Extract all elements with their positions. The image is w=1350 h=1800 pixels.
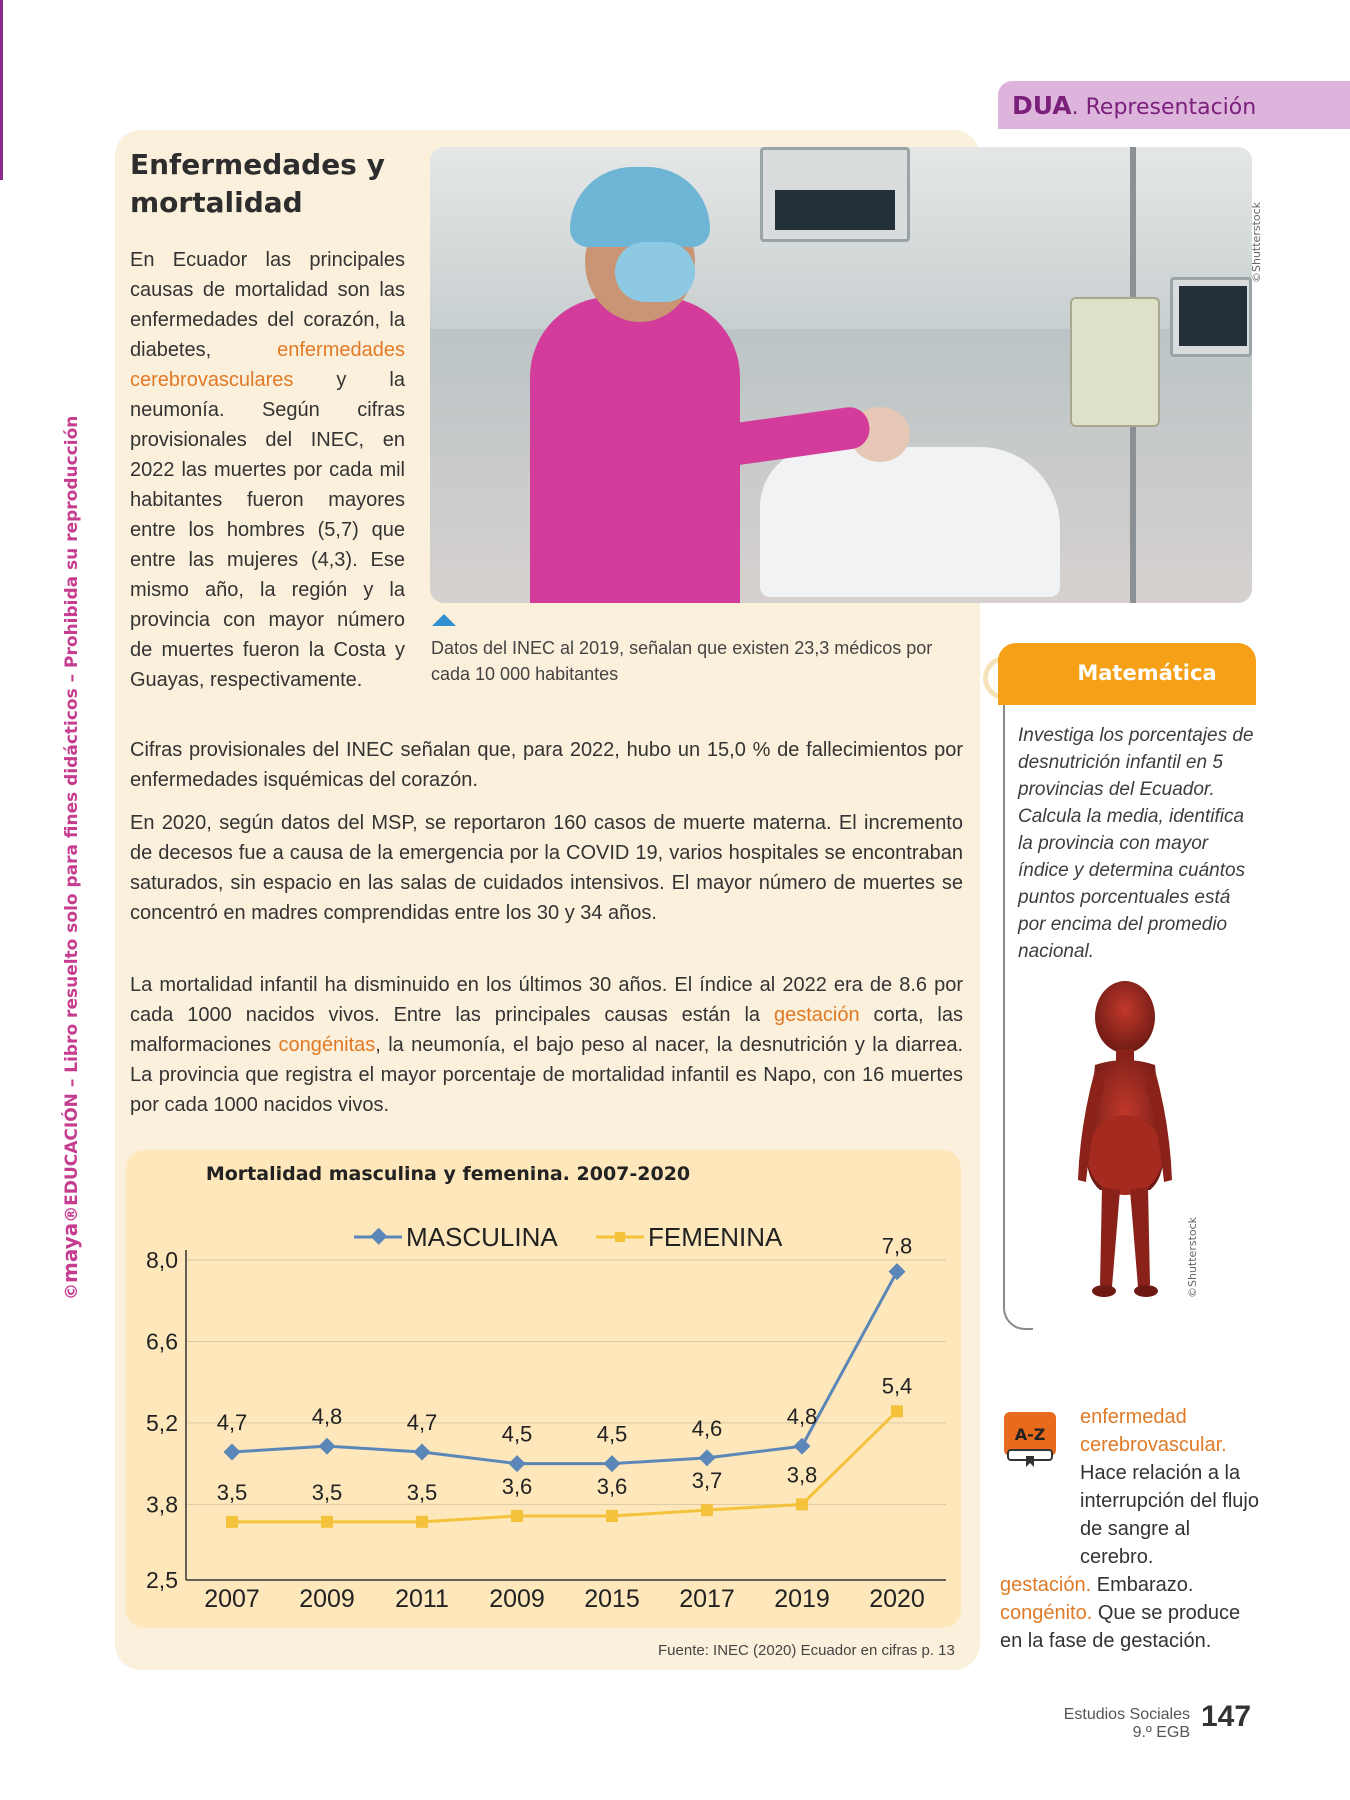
- data-label: 4,5: [596, 1421, 628, 1447]
- data-point: [511, 1510, 523, 1522]
- legend-marker: [370, 1228, 387, 1245]
- y-tick-label: 5,2: [146, 1409, 178, 1436]
- data-label: 4,5: [501, 1421, 533, 1447]
- dua-subtitle: . Representación: [1071, 95, 1257, 120]
- data-point: [321, 1516, 333, 1528]
- data-label: 7,8: [881, 1233, 913, 1259]
- caption-arrow-icon: [432, 614, 456, 626]
- data-label: 4,6: [691, 1415, 723, 1441]
- y-tick-label: 6,6: [146, 1328, 178, 1355]
- legend-label: MASCULINA: [406, 1222, 558, 1252]
- data-label: 3,6: [501, 1474, 533, 1499]
- malnourished-child-illustration: [1050, 975, 1200, 1305]
- data-label: 4,7: [406, 1410, 438, 1435]
- data-point: [699, 1449, 716, 1466]
- chart-title: Mortalidad masculina y femenina. 2007-2020: [205, 1163, 691, 1185]
- legend-marker: [615, 1232, 625, 1242]
- y-tick-label: 2,5: [146, 1567, 178, 1593]
- data-label: 5,4: [881, 1373, 913, 1399]
- data-point: [414, 1444, 431, 1461]
- x-tick-label: 2009: [299, 1585, 355, 1613]
- intro-paragraph: En Ecuador las principales causas de mortalidad son las enfermedades del corazón, la diabetes, enfermedades cerebrovasculares y la neumonía. Según cifras provisionales del INEC, en 2022 las muertes por cada mil habitantes fueron mayores entre los hombres (5,7) que entre las mujeres (4,3). Ese mismo año, la región y la provincia con mayor número de muertes fueron la Costa y Guayas, respectivamente.: [130, 249, 405, 691]
- data-point: [319, 1438, 336, 1455]
- data-point: [226, 1516, 238, 1528]
- data-label: 3,8: [786, 1462, 818, 1488]
- glossary-term-gestacion: gestación.: [1000, 1574, 1092, 1596]
- x-tick-label: 2011: [395, 1585, 449, 1613]
- illustration-credit: ©Shutterstock: [1186, 1216, 1199, 1298]
- glossary-term-congenito: congénito.: [1000, 1602, 1093, 1624]
- data-point: [701, 1504, 713, 1516]
- data-point: [891, 1405, 903, 1417]
- y-tick-label: 3,8: [146, 1491, 178, 1518]
- glossary-term-cerebrovascular: enfermedad cerebrovascular.: [1080, 1406, 1227, 1456]
- data-point: [604, 1455, 621, 1472]
- legend-label: FEMENINA: [648, 1222, 783, 1252]
- glossary-link-gestacion[interactable]: gestación: [773, 1004, 860, 1026]
- paragraph-ischemic: Cifras provisionales del INEC señalan que, para 2022, hubo un 15,0 % de fallecimientos por enfermedades isquémicas del corazón.: [130, 739, 963, 791]
- x-tick-label: 2009: [489, 1585, 545, 1613]
- data-point: [416, 1516, 428, 1528]
- data-point: [224, 1444, 241, 1461]
- data-point: [794, 1438, 811, 1455]
- data-label: 4,7: [216, 1410, 248, 1435]
- x-tick-label: 2007: [204, 1585, 260, 1613]
- glossary-link-cerebrovascular[interactable]: enfermedades cerebrovasculares: [130, 339, 405, 391]
- data-label: 4,8: [786, 1404, 818, 1430]
- x-tick-label: 2020: [869, 1585, 925, 1613]
- dua-tab: [998, 81, 1350, 129]
- paragraph-maternal: En 2020, según datos del MSP, se reportaron 160 casos de muerte materna. El incremento de decesos fue a causa de la emergencia por la COVID 19, varios hospitales se encontraban saturados, sin espacio en las salas de cuidados intensivos. El mayor número de muertes se concentró en madres comprendidas entre los 30 y 34 años.: [130, 812, 963, 924]
- footer-subject: Estudios Sociales 9.º EGB: [1063, 1706, 1190, 1741]
- paragraph-infant: La mortalidad infantil ha disminuido en los últimos 30 años. El índice al 2022 era de 8.6 por cada 1000 nacidos vivos. Entre las principales causas están la gestación corta, las malformaciones congénitas, la neumonía, el bajo peso al nacer, la desnutrición y la diarrea. La provincia que registra el mayor porcentaje de mortalidad infantil es Napo, con 16 muertes por cada 1000 nacidos vivos.: [130, 974, 964, 1116]
- data-label: 3,6: [596, 1474, 628, 1499]
- hospital-photo: [430, 147, 1252, 603]
- data-point: [889, 1263, 906, 1280]
- side-copyright-text: ©maya®EDUCACIÓN – Libro resuelto solo para fines didácticos – Prohibida su reproducción: [58, 415, 82, 1300]
- page-number: 147: [1201, 1700, 1252, 1733]
- chart-source: Fuente: INEC (2020) Ecuador en cifras p. 13: [658, 1642, 955, 1659]
- mortality-line-chart: [126, 1150, 961, 1628]
- data-label: 3,5: [216, 1479, 248, 1505]
- series-line: [232, 1272, 897, 1464]
- glossary: enfermedad cerebrovascular. Hace relación a la interrupción del flujo de sangre al cerebro. gestación. Embarazo. congénito. Que se produce en la fase de gestación.: [1000, 1406, 1259, 1652]
- x-tick-label: 2017: [679, 1585, 735, 1613]
- data-label: 4,8: [311, 1404, 343, 1430]
- photo-caption: Datos del INEC al 2019, señalan que existen 23,3 médicos por cada 10 000 habitantes: [431, 638, 933, 684]
- x-tick-label: 2015: [584, 1585, 640, 1613]
- glossary-icon-label: A-Z: [1014, 1425, 1046, 1444]
- math-header: Matemática: [998, 643, 1256, 705]
- data-label: 3,5: [311, 1479, 343, 1505]
- section-title: Enfermedades y mortalidad: [130, 148, 385, 219]
- glossary-link-congenitas[interactable]: congénitas: [278, 1034, 376, 1056]
- data-label: 3,7: [691, 1468, 723, 1494]
- data-label: 3,5: [406, 1479, 438, 1505]
- left-edge-rule: [0, 0, 3, 180]
- dua-label: DUA: [1012, 91, 1072, 120]
- data-point: [796, 1498, 808, 1510]
- data-point: [509, 1455, 526, 1472]
- math-activity-text: Investiga los porcentajes de desnutrición infantil en 5 provincias del Ecuador. Calcula la media, identifica la provincia con mayor índice y determina cuántos puntos porcentuales está por encima del promedio nacional.: [1018, 725, 1254, 962]
- y-tick-label: 8,0: [146, 1247, 178, 1273]
- brand-logo-text: maya: [58, 1222, 82, 1283]
- photo-credit: ©Shutterstock: [1250, 201, 1263, 283]
- x-tick-label: 2019: [774, 1585, 830, 1613]
- data-point: [606, 1510, 618, 1522]
